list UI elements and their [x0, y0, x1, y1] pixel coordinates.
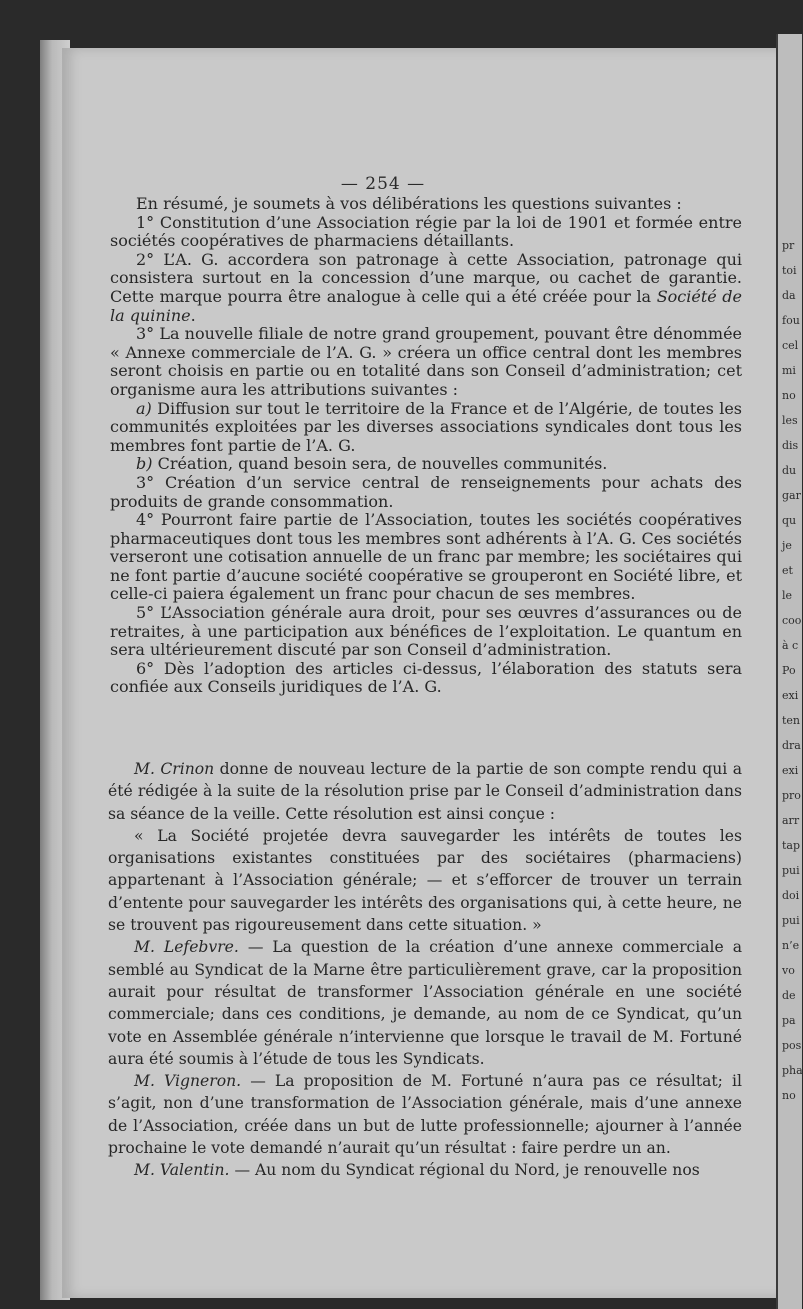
paragraph: En résumé, je soumets à vos délibérations les questions suivantes : [136, 194, 682, 213]
paragraph: 6° Dès l’adoption des articles ci-dessus, l’élaboration des statuts sera confiée aux Conseils juridiques de l’A. G. [110, 658, 742, 697]
next-page-fragment: n’e [782, 939, 800, 952]
speaker-name: M. Lefebvre. [134, 938, 239, 957]
next-page-fragment: dis [782, 439, 799, 452]
next-page-fragment: pui [782, 914, 800, 927]
next-page-fragment: du [782, 464, 797, 477]
paragraph: 2° L’A. G. accordera son patronage à cette Association, patronage qui consistera surtout en la concession d’une marque, ou cachet de garantie. Cette marque pourra être analogue à celle qui a été créée pour la Société de la quinine. [110, 249, 743, 325]
paragraph-text: donne de nouveau lecture de la partie de son compte rendu qui a été rédigée à la suite de la résolution prise par le Conseil d’administration dans sa séance de la veille. Cette résolution est ainsi conçue : [108, 760, 742, 823]
next-page-fragment: no [782, 1089, 796, 1102]
paragraph [110, 455, 742, 474]
next-page-fragment: les [782, 414, 798, 427]
paragraph: 1° Constitution d’une Association régie par la loi de 1901 et formée entre sociétés coopératives de pharmaciens détaillants. [110, 212, 742, 251]
paragraph [108, 936, 742, 1070]
paragraph-text: — La proposition de M. Fortuné n’aura pas ce résultat; il s’agit, non d’une transformation de l’Association générale, mais d’une annexe de l’Association, créée dans un but de lutte professionnelle; ajourner à l’année prochaine le vote demandé n’aurait qu’un résultat : faire perdre un an. [108, 1072, 742, 1158]
next-page-fragment: pui [782, 864, 800, 877]
next-page-fragment: tap [782, 839, 801, 852]
speaker-name: M. Vigneron. [134, 1072, 242, 1091]
next-page-fragment: gar [782, 489, 801, 502]
next-page-fragment: toi [782, 264, 797, 277]
next-page-fragment: à c [782, 639, 799, 652]
next-page-fragment: dra [782, 739, 801, 752]
paragraph: 3° Création d’un service central de renseignements pour achats des produits de grande consommation. [110, 472, 742, 511]
paragraph: 4° Pourront faire partie de l’Association, toutes les sociétés coopératives pharmaceutiques dont tous les membres sont adhérents à l’A. G. Ces sociétés verseront une cotisation annuelle de un franc par membre; les sociétaires qui ne font partie d’aucune société coopérative se grouperont en Société libre, et celle-ci paiera également un franc pour chacun de ses membres. [110, 510, 742, 604]
paragraph: 3° La nouvelle filiale de notre grand groupement, pouvant être dénommée « Annexe commerciale de l’A. G. » créera un office central dont les membres seront choisis en partie ou en totalité dans son Conseil d’administration; cet organisme aura les attributions suivantes : [110, 324, 742, 399]
paragraph [108, 1070, 742, 1159]
next-page-fragment: pos [782, 1039, 802, 1052]
next-page-fragment: pa [782, 1014, 796, 1027]
next-page-fragment: exi [782, 689, 799, 702]
discussion-block [108, 712, 742, 1182]
next-page-fragment: vo [782, 964, 795, 977]
paragraph-text: 2° L’A. G. accordera son patronage à cette Association, patronage qui consistera surtout en la concession d’une marque, ou cachet de garantie. Cette marque pourra être analogue à celle qui a été créée pour la [110, 249, 742, 306]
speaker-name: M. Crinon [134, 760, 215, 778]
paragraph [110, 400, 742, 456]
next-page-fragment: exi [782, 764, 799, 777]
next-page-fragment: fou [782, 314, 800, 327]
quotation: « La Société projetée devra sauvegarder les intérêts de toutes les organisations existantes constituées par des sociétaires (pharmaciens) appartenant à l’Association générale; — et s’efforcer de trouver un terrain d’entente pour sauvegarder les intérêts des organisations qui, à cette heure, ne se trouvent pas rigoureusement dans cette situation. » [108, 826, 742, 935]
paragraph-text: Création, quand besoin sera, de nouvelles communités. [157, 454, 608, 474]
summary-block [110, 195, 742, 697]
item-letter: a) [136, 398, 152, 418]
page-number: — 254 — [340, 174, 426, 194]
italic-text: Société de la quinine [110, 286, 743, 325]
next-page-fragment: ten [782, 714, 801, 727]
next-page-fragment: doi [782, 889, 800, 902]
paragraph-text: Diffusion sur tout le territoire de la France et de l’Algérie, de toutes les communités exploitées par les diverses associations syndicales dont tous les membres font partie de l’A. G. [110, 398, 743, 455]
paragraph-text: — Au nom du Syndicat régional du Nord, je renouvelle nos [234, 1161, 700, 1180]
next-page-fragment: je [782, 539, 792, 552]
paragraph [108, 758, 742, 825]
next-page-fragment: coo [782, 614, 802, 627]
next-page-fragment: mi [782, 364, 796, 377]
next-page-fragment: qu [782, 514, 797, 527]
next-page-fragment: cel [782, 339, 799, 352]
next-page-fragment: arr [782, 814, 800, 827]
next-page-fragment: Po [782, 664, 796, 677]
speaker-name: M. Valentin. [134, 1161, 230, 1180]
next-page-fragment: pr [782, 239, 795, 252]
next-page-fragment: de [782, 989, 796, 1002]
next-page-fragment: et [782, 564, 793, 577]
item-letter: b) [136, 454, 153, 474]
paragraph: 5° L’Association générale aura droit, pour ses œuvres d’assurances ou de retraites, à une participation aux bénéfices de l’exploitation. Le quantum en sera ultérieurement discuté par son Conseil d’administration. [110, 603, 742, 660]
paragraph-text: — La question de la création d’une annexe commerciale a semblé au Syndicat de la Marne être particulièrement grave, car la proposition aurait pour résultat de transformer l’Association générale en une société commerciale; dans ces conditions, je demande, au nom de ce Syndicat, qu’un vote en Assemblée générale n’intervienne que lorsque le travail de M. Fortuné aura été soumis à l’étude de tous les Syndicats. [108, 938, 742, 1068]
next-page-fragment: da [782, 289, 796, 302]
next-page-fragment: pha [782, 1064, 803, 1077]
next-page-fragment: pro [782, 789, 801, 802]
next-page-edge [776, 34, 802, 1309]
paragraph [108, 1159, 742, 1181]
next-page-fragment: le [782, 589, 793, 602]
next-page-fragment: no [782, 389, 796, 402]
